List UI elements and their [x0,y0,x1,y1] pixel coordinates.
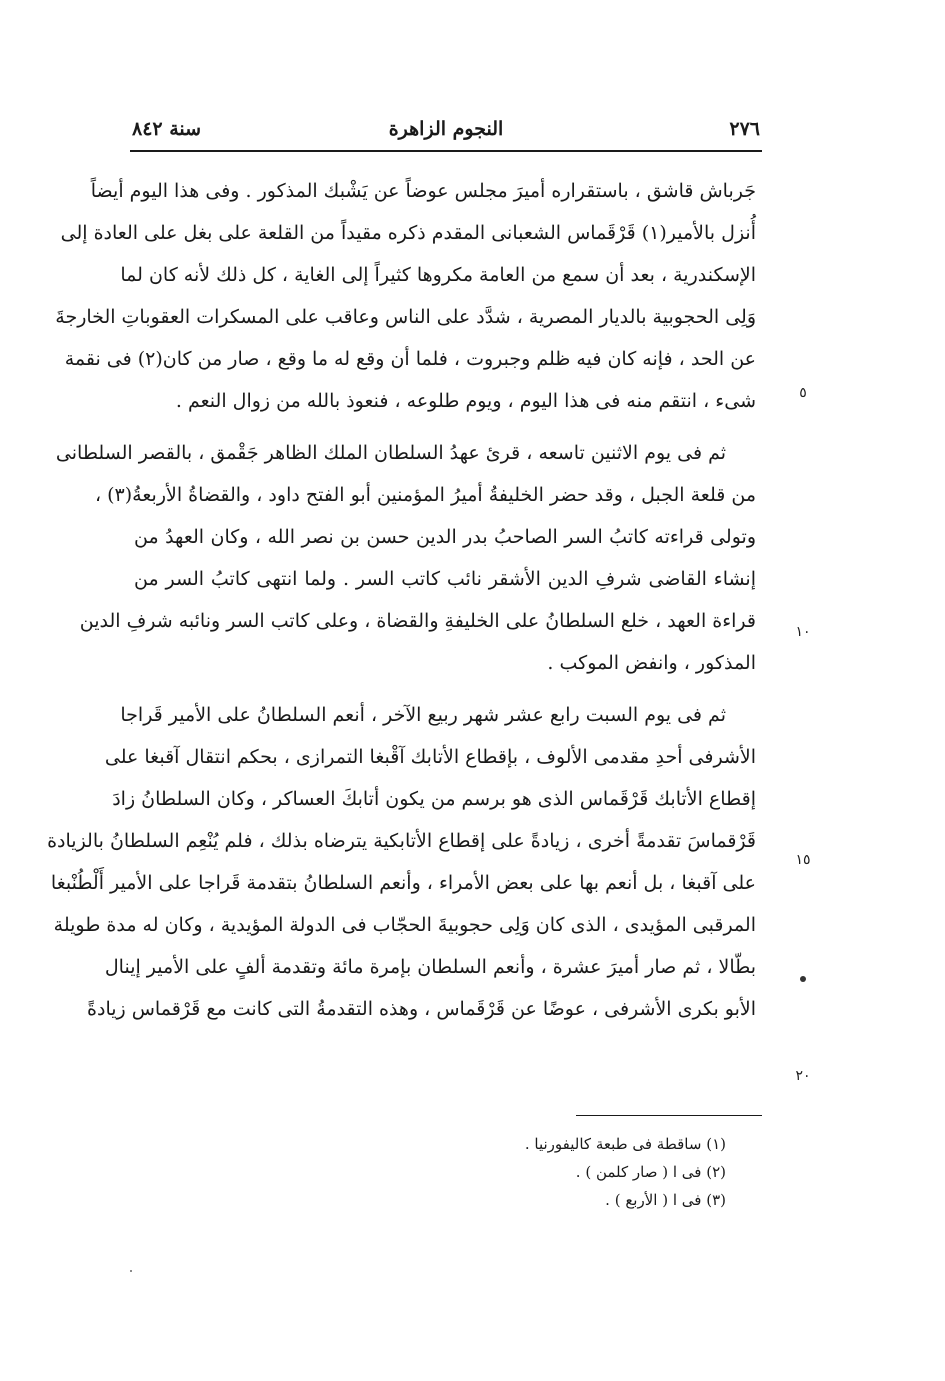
text-line: جَرباش قاشق ، باستقراره أميرَ مجلس عوضاً عن يَشْبك المذكور . وفى هذا اليوم أيضاً [90,180,756,202]
text-line: وَلِى الحجوبية بالديار المصرية ، شدَّد على الناس وعاقب على المسكرات العقوباتِ الخارجةَ [55,306,756,328]
text-line: المذكور ، وانفض الموكب . [547,652,756,674]
text-line: ثم فى يوم الاثنين تاسعه ، قرئ عهدُ السلطان الملك الظاهر جَقْمق ، بالقصر السلطانى [55,442,726,464]
paragraph [55,432,756,684]
line-number: ٢٠ [795,1068,811,1084]
text-line: قَرْقماسَ تقدمةً أخرى ، زيادةً على إقطاع الأتابكية يترضاه بذلك ، فلم يُنْعِم السلطانُ بالزيادة [47,830,756,852]
header-rule [130,150,762,152]
text-line: أُنزل بالأمير(١) قَرْقَماس الشعبانى المقدم ذكره مقيداً من القلعة على بغل على العادة إلى [60,222,756,244]
text-line: قراءة العهد ، خلع السلطانُ على الخليفةِ والقضاة ، وعلى كاتب السر ونائبه شرفِ الدين [79,610,756,632]
text-line: على آقبغا ، بل أنعم بها على بعض الأمراء ، وأنعم السلطانُ بتقدمة قَراجا على الأمير أَلْطُنْبغا [50,872,756,894]
text-line: عن الحد ، فإنه كان فيه ظلم وجبروت ، فلما أن وقع له ما وقع ، صار من كان(٢) فى نقمة [64,348,756,370]
book-title: النجوم الزاهرة [388,118,504,140]
page-number: ٢٧٦ [729,118,760,140]
margin-dot [800,976,806,982]
text-line: إنشاء القاضى شرفِ الدين الأشقر نائب كاتب السر . ولما انتهى كاتبُ السر من [134,568,756,590]
paragraph [55,170,756,422]
line-number: ١٠ [795,624,811,640]
footnote: (٣) فى ا ( الأربع ) . [605,1191,726,1209]
text-line: من قلعة الجبل ، وقد حضر الخليفةُ أميرُ المؤمنين أبو الفتح داود ، والقضاةُ الأربعةُ(٣) ، [94,484,756,506]
year-label: سنة ٨٤٢ [132,118,202,140]
text-line: وتولى قراءته كاتبُ السر الصاحبُ بدر الدين حسن بن نصر الله ، وكان العهدُ من [134,526,756,548]
footnote-rule [576,1115,762,1116]
text-line: شىء ، انتقم منه فى هذا اليوم ، ويوم طلوعه ، فنعوذ بالله من زوال النعم . [175,390,756,412]
text-line: الأبو بكرى الأشرفى ، عوضًا عن قَرْقَماس ، وهذه التقدمةُ التى كانت مع قَرْقماس زيادةً [87,998,756,1020]
page-speck [130,1270,132,1272]
footnotes [420,1130,726,1214]
text-line: إقطاع الأتابك قَرْقَماس الذى هو برسم من يكون أتابكَ العساكر ، وكان السلطانُ زادَ [112,788,756,810]
line-number: ٥ [799,385,807,401]
main-text [47,170,756,1040]
paragraph [47,694,756,1030]
text-line: الأشرفى أحدِ مقدمى الألوف ، بإقطاع الأتابك آقْبغا التمرازى ، بحكم انتقال آقبغا على [104,746,756,768]
running-head [132,112,760,146]
line-number: ١٥ [795,852,811,868]
footnote: (٢) فى ا ( صار كلمن ) . [575,1163,726,1181]
text-line: المرقبى المؤيدى ، الذى كان وَلِى حجوبيةَ الحجّاب فى الدولة المؤيدية ، وكان له مدة طويلة [53,914,756,936]
text-line: بطّالا ، ثم صار أميرَ عشرة ، وأنعم السلطان بإمرة مائة وتقدمة ألفٍ على الأمير إينال [104,956,756,978]
footnote: (١) ساقطة فى طبعة كاليفورنيا . [524,1135,726,1153]
text-line: ثم فى يوم السبت رابع عشر شهر ربيع الآخر ، أنعم السلطانُ على الأمير قَراجا [120,704,726,726]
text-line: الإسكندرية ، بعد أن سمع من العامة مكروها كثيراً إلى الغاية ، كل ذلك لأنه كان لما [120,264,756,286]
